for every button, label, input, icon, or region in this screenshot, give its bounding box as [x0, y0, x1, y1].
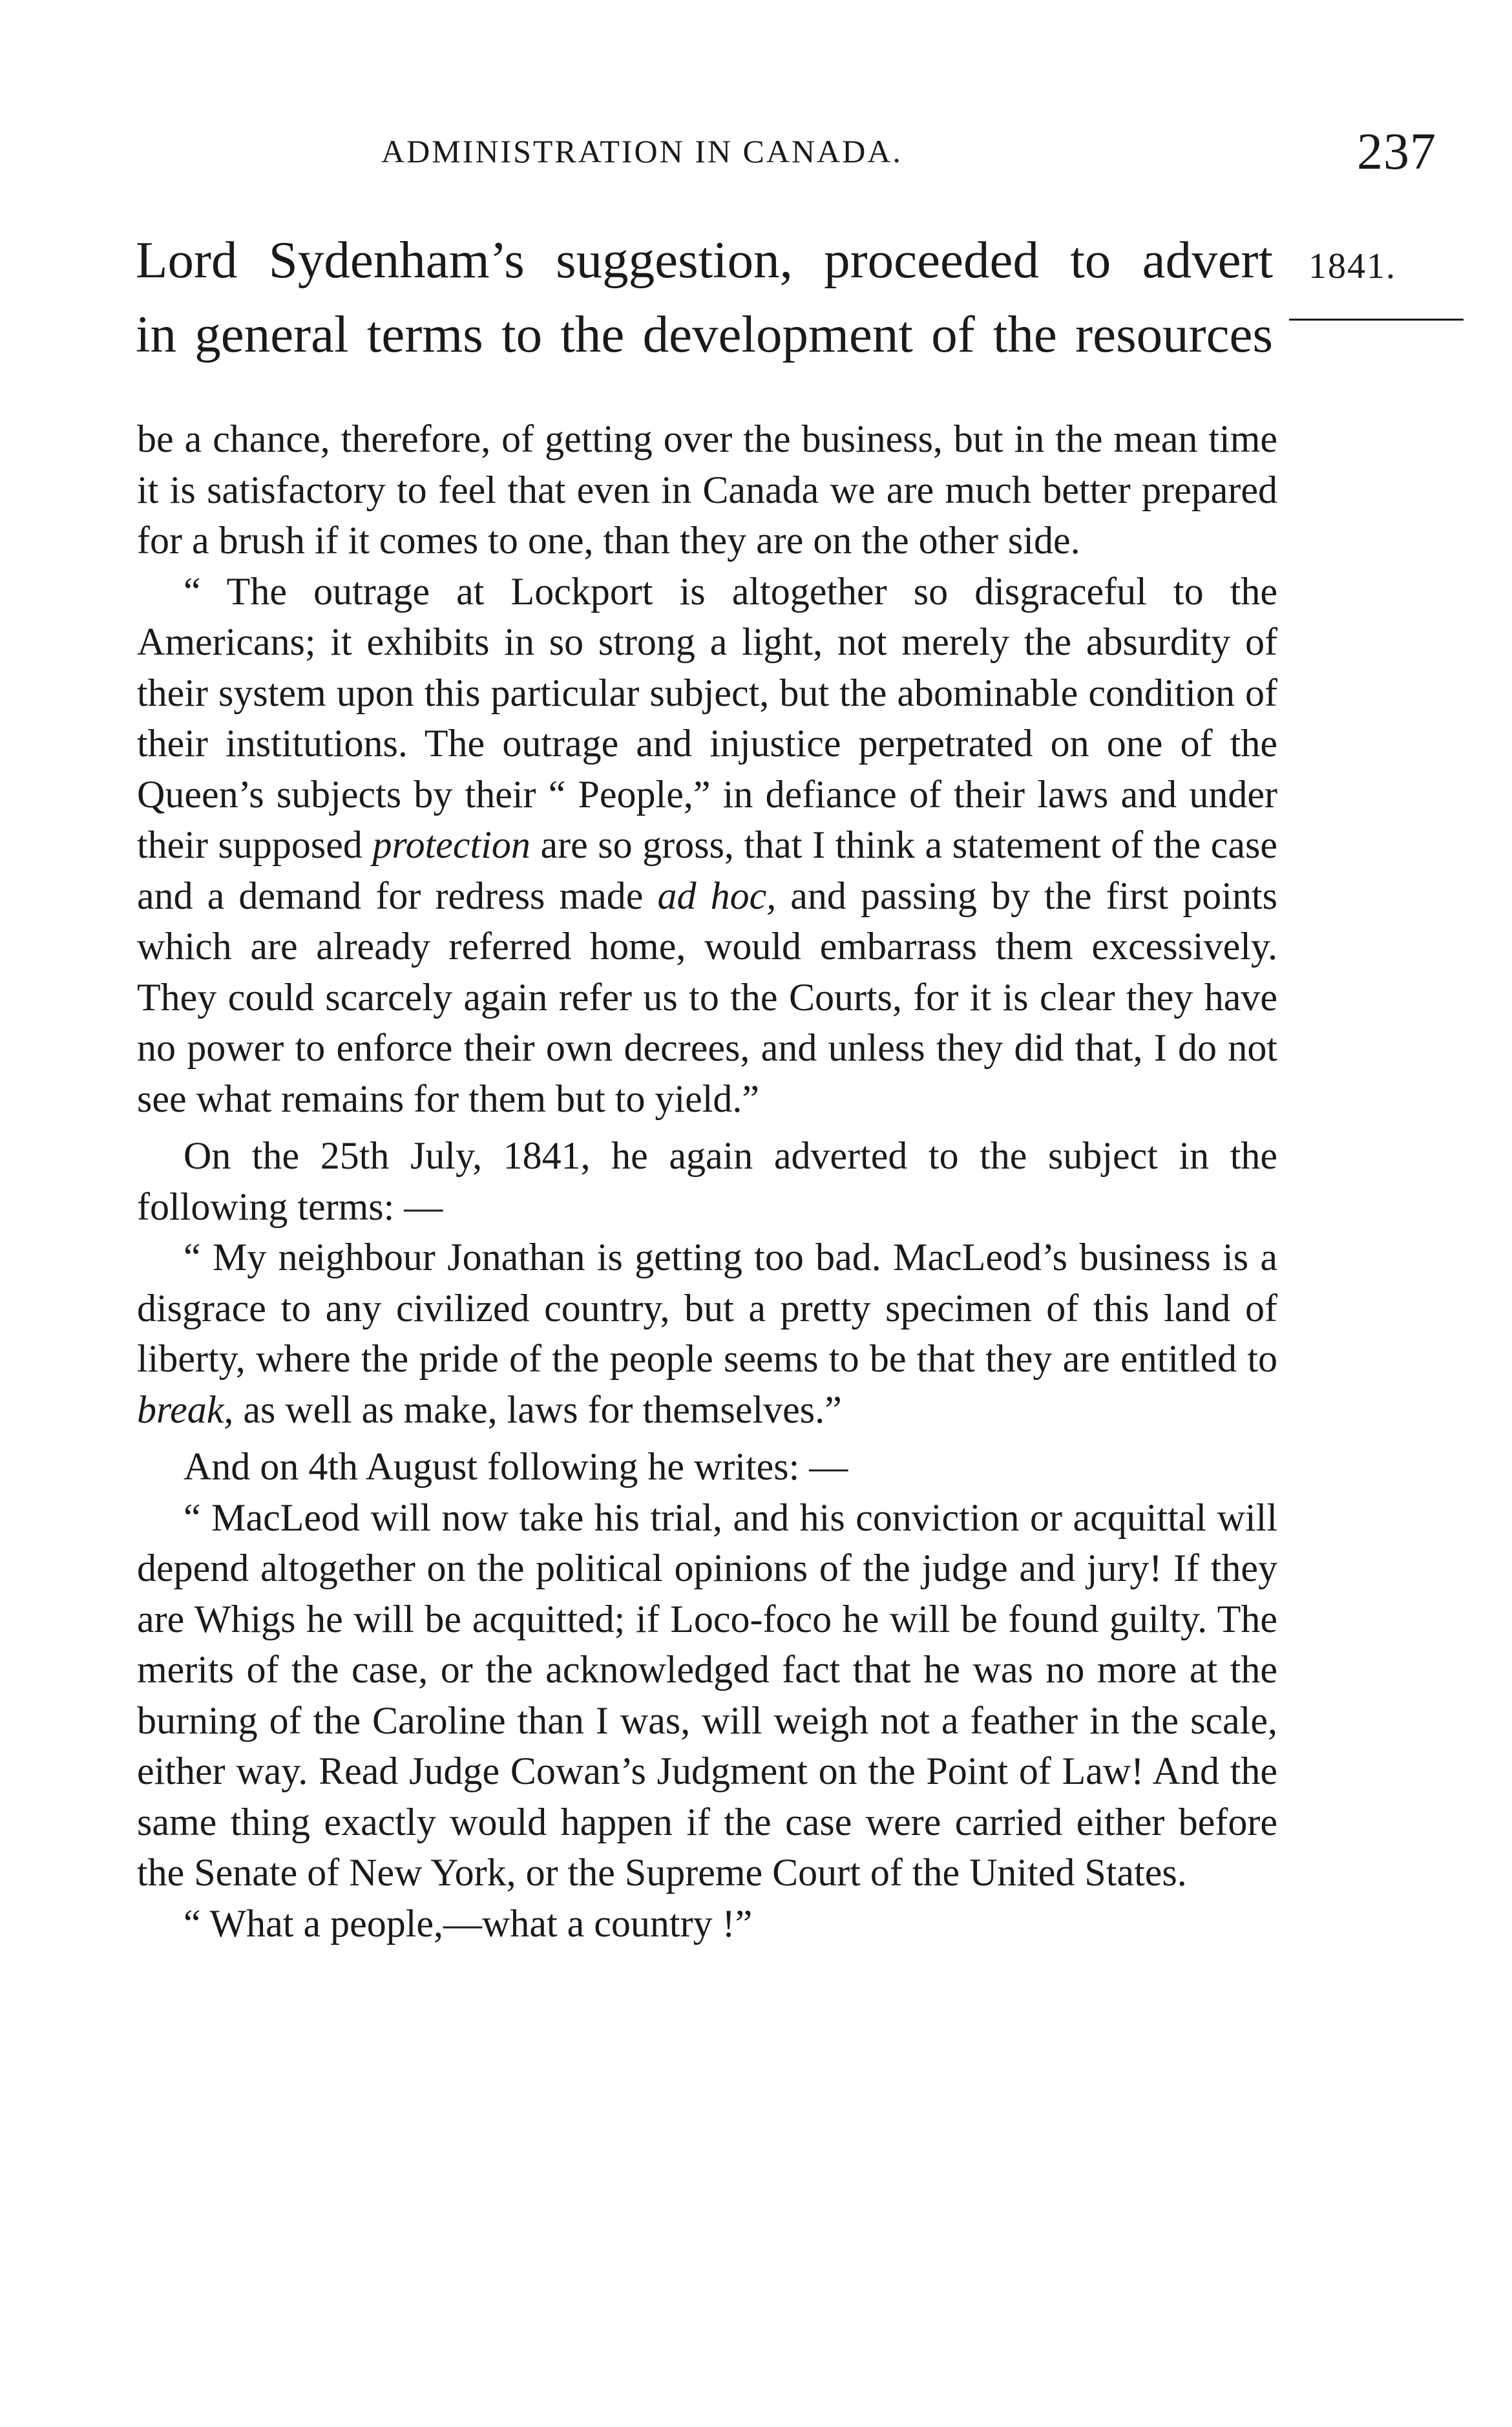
paragraph: “ MacLeod will now take his trial, and his conviction or acquittal will depend altogether on the political opinions of the judge and jury! If they are Whigs he will be acquitted; if Loco-foco he will be found guilty. The merits of the case, or the acknowledged fact that he was no more at the burning of the Caroline than I was, will weigh not a feather in the scale, either way. Read Judge Cowan’s Judgment on the Point of Law! And the same thing exactly would happen if the case were carried either before the Senate of New York, or the Supreme Court of the United States. — [137, 1496, 1277, 1894]
paragraph: “ What a people,—what a country !” — [184, 1902, 753, 1945]
paragraph: On the 25th July, 1841, he again adverted to the subject in the following terms: — — [137, 1134, 1277, 1228]
text-run: as well as make, laws for themselves.” — [233, 1388, 842, 1431]
main-text-block — [136, 223, 1273, 372]
paragraph — [137, 566, 1277, 1125]
paragraph: And on 4th August following he writes: — — [184, 1445, 848, 1488]
text-run: are so gross, that I think a statement of the case and a demand for redress made — [137, 823, 1278, 917]
quoted-letter-text — [137, 414, 1277, 1949]
paragraph — [137, 1232, 1277, 1435]
italic-text: break, — [137, 1388, 234, 1431]
running-title: ADMINISTRATION IN CANADA. — [381, 133, 903, 169]
margin-year: 1841. — [1308, 246, 1396, 286]
main-text-line: in general terms to the development of the resources — [136, 305, 1273, 363]
text-run: “ My neighbour Jonathan is getting too bad. MacLeod’s business is a disgrace to any civilized country, but a pretty specimen of this land of liberty, where the pride of the people seems to be that they are entitled to — [137, 1236, 1277, 1380]
italic-text: protection — [372, 823, 530, 866]
text-run: and passing by the first points which are already referred home, would embarrass them excessively. They could scarcely again refer us to the Courts, for it is clear they have no power to enforce their own decrees, and unless they did that, I do not see what remains for them but to yield.” — [137, 874, 1277, 1120]
paragraph: be a chance, therefore, of getting over the business, but in the mean time it is satisfactory to feel that even in Canada we are much better prepared for a brush if it comes to one, than they are on the other side. — [137, 418, 1277, 562]
margin-rule — [1289, 319, 1464, 321]
page-number: 237 — [1357, 123, 1436, 180]
text-run: “ The outrage at Lockport is altogether so disgraceful to the Americans; it exhibits in so strong a light, not merely the absurdity of their system upon this particular subject, but the abominable condition of their institutions. The outrage and injustice perpetrated on one of the Queen’s subjects by their “ People,” in defiance of their laws and under their supposed — [137, 569, 1277, 866]
italic-text: ad hoc, — [657, 874, 777, 917]
main-text-line: Lord Sydenham’s suggestion, proceeded to advert — [136, 231, 1273, 289]
